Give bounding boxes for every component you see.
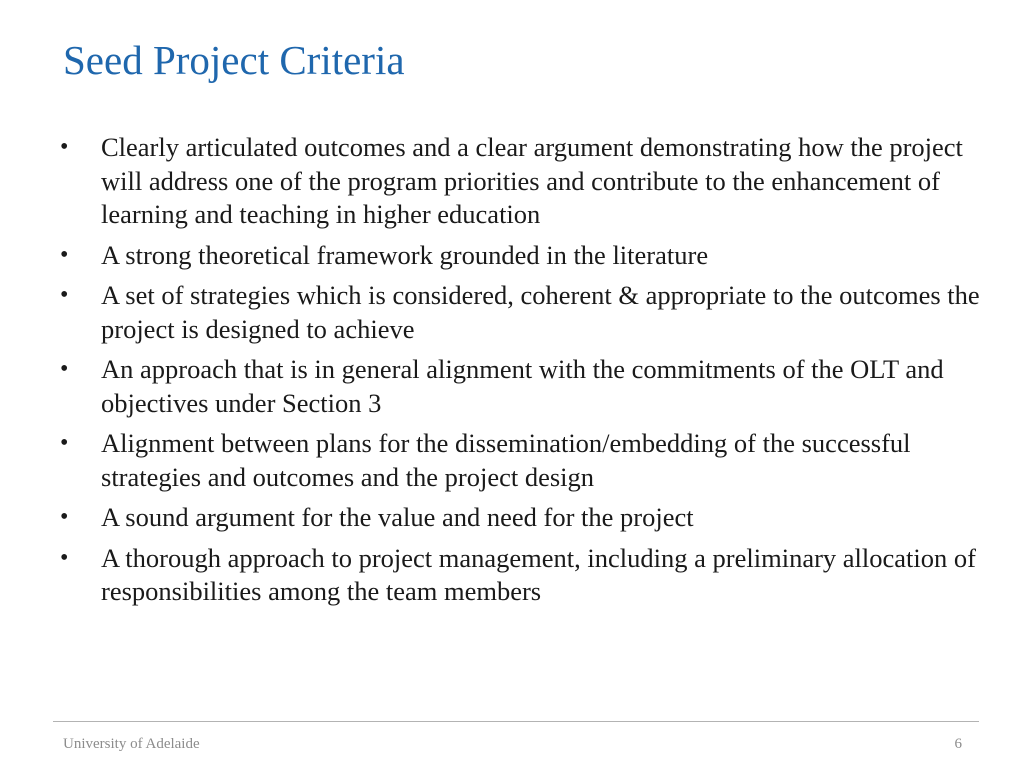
bullet-icon: • bbox=[60, 356, 69, 382]
footer-divider bbox=[53, 721, 979, 722]
criteria-text: Alignment between plans for the dissemination/embedding of the successful strategies and outcomes and the project design bbox=[101, 428, 911, 492]
criteria-text: A set of strategies which is considered, coherent & appropriate to the outcomes the project is designed to achieve bbox=[101, 280, 980, 344]
footer-organization: University of Adelaide bbox=[63, 736, 200, 752]
bullet-icon: • bbox=[60, 430, 69, 456]
criteria-text: A thorough approach to project management, including a preliminary allocation of responsibilities among the team members bbox=[101, 542, 976, 606]
bullet-icon: • bbox=[60, 241, 69, 268]
criteria-list bbox=[0, 131, 1024, 616]
criteria-text: A sound argument for the value and need for the project bbox=[101, 502, 694, 532]
criteria-text: Clearly articulated outcomes and a clear argument demonstrating how the project will address one of the program priorities and contribute to the enhancement of learning and teaching in higher education bbox=[101, 132, 963, 229]
criteria-item bbox=[0, 427, 981, 494]
criteria-item bbox=[0, 279, 981, 346]
bullet-icon: • bbox=[60, 504, 69, 530]
criteria-item bbox=[0, 239, 981, 273]
criteria-text: An approach that is in general alignment with the commitments of the OLT and objectives under Section 3 bbox=[101, 354, 944, 418]
criteria-item bbox=[0, 501, 981, 535]
criteria-item bbox=[0, 542, 981, 609]
bullet-icon: • bbox=[60, 282, 69, 308]
bullet-icon: • bbox=[60, 544, 69, 571]
criteria-item bbox=[0, 131, 981, 232]
criteria-text: A strong theoretical framework grounded in the literature bbox=[101, 239, 709, 270]
criteria-item bbox=[0, 353, 981, 420]
bullet-icon: • bbox=[60, 134, 69, 160]
slide-page-number: 6 bbox=[954, 736, 962, 752]
slide-title: Seed Project Criteria bbox=[63, 37, 405, 83]
